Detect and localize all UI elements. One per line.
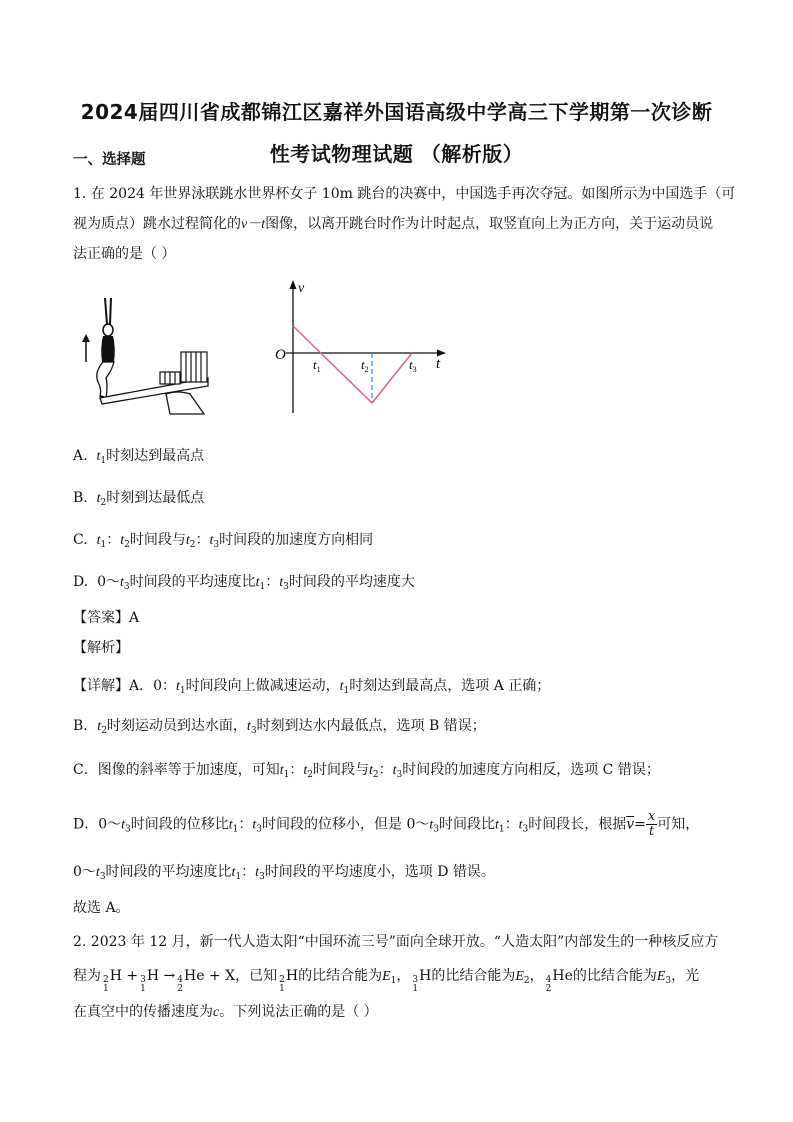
q2-stem-line2: 程为 2 1 H + 3 1 H → 4 2 He + X，已知 2 1 H的比结合能为$E_1$， 3 1 H的比结合能为$E_2$， 4 2 He的比结合能为$E_3$，光 <box>73 968 700 994</box>
q1-detail-d: D．$0\sim t_3$时间段的位移比$t_1$：$t_3$时间段的位移小，但是 $0\sim t_3$时间段比$t_1$：$t_3$时间段长，根据$\overline{v}=$ $\frac{x}{t}$ 可知， <box>73 809 700 839</box>
q2-stem-line3: 在真空中的传播速度为c。下列说法正确的是（ ） <box>73 1004 378 1020</box>
q1-stem-line3: 法正确的是（ ） <box>73 246 176 262</box>
section-heading: 一、选择题 <box>73 152 146 168</box>
average-velocity-formula: $\overline{v}$ <box>626 816 635 833</box>
document-title-line1: 2024届四川省成都锦江区嘉祥外国语高级中学高三下学期第一次诊断 <box>80 100 713 124</box>
q1-detail-a: 【详解】A．0：$t_1$时间段向上做减速运动，$t_1$时刻达到最高点，选项 A 正确； <box>73 678 551 696</box>
velocity-line <box>293 326 412 403</box>
q1-option-c: C. $t_1$：$t_2$时间段与$t_2$：$t_3$时间段的加速度方向相同 <box>73 532 374 550</box>
document-title-line2: 性考试物理试题 （解析版） <box>269 142 524 166</box>
q1-analysis-label: 【解析】 <box>73 640 129 656</box>
t1-label: $t_1$ <box>313 357 321 374</box>
diver-platform-figure <box>78 290 213 420</box>
q1-option-b: B. $t_2$时刻到达最低点 <box>73 490 205 508</box>
q2-stem-line1: 2. 2023 年 12 月，新一代人造太阳“中国环流三号”面向全球开放。“人造太阳”内部发生的一种核反应方 <box>73 934 719 950</box>
vt-graph <box>270 278 455 423</box>
q1-option-d: D. $0\sim t_3$时间段的平均速度比$t_1$：$t_3$时间段的平均速度大 <box>73 574 415 592</box>
y-axis-label: v <box>298 281 305 296</box>
q1-detail-b: B．$t_2$时刻运动员到达水面，$t_3$时刻到达水内最低点，选项 B 错误； <box>73 718 486 736</box>
origin-label: O <box>275 347 286 363</box>
q1-stem-line2: 视为质点）跳水过程简化的v－t图像，以离开跳台时作为计时起点，取竖直向上为正方向，关于运动员说 <box>73 216 714 232</box>
t2-label: $t_2$ <box>361 357 369 374</box>
q1-detail-c: C．图像的斜率等于加速度，可知$t_1$：$t_2$时间段与$t_2$：$t_3$时间段的加速度方向相反，选项 C 错误； <box>73 762 660 780</box>
q1-stem-line1: 1. 在 2024 年世界泳联跳水世界杯女子 10m 跳台的决赛中，中国选手再次夺冠。如图所示为中国选手（可 <box>73 186 736 202</box>
formula-fraction: $\frac{x}{t}$ <box>647 809 656 839</box>
t3-label: $t_3$ <box>409 357 417 374</box>
y-axis-arrow-icon <box>290 280 297 289</box>
q1-option-a: A. $t_1$时刻达到最高点 <box>73 448 205 466</box>
q1-conclusion: 故选 A。 <box>73 900 130 916</box>
x-axis-label: t <box>436 356 441 372</box>
q1-answer: 【答案】A <box>73 610 140 626</box>
q1-detail-e: $0\sim t_3$时间段的平均速度比$t_1$：$t_3$时间段的平均速度小，选项 D 错误。 <box>73 864 495 882</box>
